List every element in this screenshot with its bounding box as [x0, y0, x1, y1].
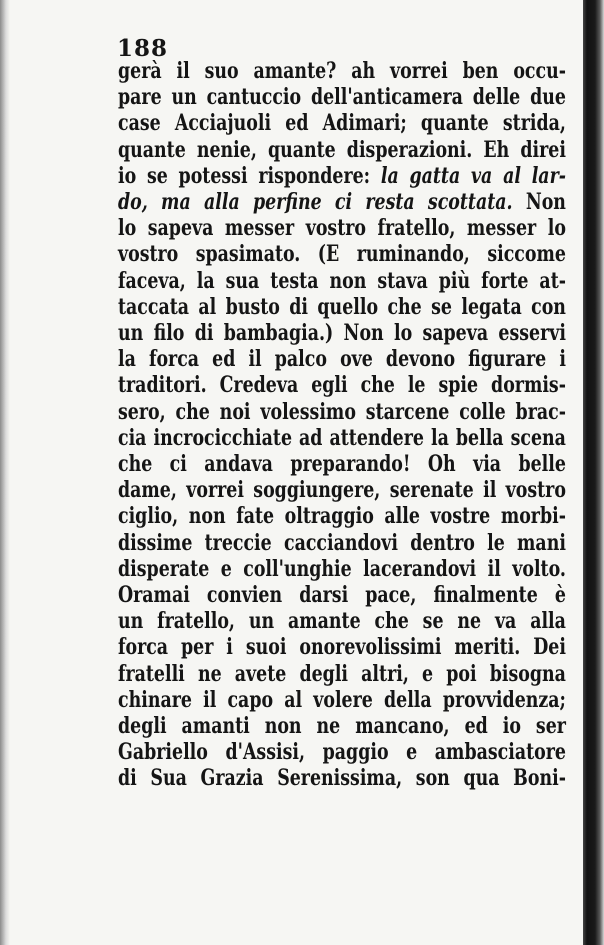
- text-line: [118, 503, 566, 529]
- text-line: [118, 320, 566, 346]
- text-run: degli amanti non ne mancano, ed io ser: [118, 713, 566, 740]
- italic-quote: la gatta va al lar-: [380, 162, 566, 189]
- page-number: 188: [117, 35, 169, 62]
- text-run: sero, che noi volessimo starcene colle brac-: [118, 398, 566, 425]
- text-line: [118, 241, 566, 267]
- text-run: cia incrocicchiate ad attendere la bella scena: [118, 424, 566, 451]
- text-run: di Sua Grazia Serenissima, son qua Boni-: [118, 765, 566, 792]
- text-run: forca per i suoi onorevolissimi meriti. Dei: [118, 634, 566, 661]
- text-line: [118, 530, 566, 556]
- text-run: che ci andava preparando! Oh via belle: [118, 451, 566, 478]
- italic-quote: do, ma alla perfine ci resta scottata.: [118, 189, 513, 216]
- text-line: [118, 451, 566, 477]
- text-run: disperate e coll'unghie lacerandovi il volto.: [118, 555, 566, 582]
- text-run: un fratello, un amante che se ne va alla: [118, 608, 566, 635]
- text-run: la forca ed il palco ove devono figurare i: [118, 346, 566, 373]
- text-run: dissime treccie cacciandovi dentro le mani: [118, 529, 566, 556]
- text-line: [118, 765, 566, 791]
- text-run: case Acciajuoli ed Adimari; quante strida,: [118, 110, 566, 137]
- text-run: io se potessi rispondere:: [118, 162, 381, 189]
- text-run: lo sapeva messer vostro fratello, messer lo: [118, 215, 566, 242]
- page-edge-shadow: [0, 0, 10, 945]
- text-line: [118, 608, 566, 634]
- text-run: taccata al busto di quello che se legata con: [118, 293, 566, 320]
- text-run: Gabriello d'Assisi, paggio e ambasciatore: [118, 739, 566, 766]
- text-line: [118, 137, 566, 163]
- text-line: [118, 215, 566, 241]
- text-run: un filo di bambagia.) Non lo sapeva esservi: [118, 320, 566, 347]
- text-run: fratelli ne avete degli altri, e poi bisogna: [118, 660, 566, 687]
- text-line: [118, 372, 566, 398]
- text-line: [118, 84, 566, 110]
- text-line: [118, 189, 566, 215]
- text-run: Non: [512, 189, 566, 216]
- text-run: faceva, la sua testa non stava più forte at-: [118, 267, 566, 294]
- text-run: dame, vorrei soggiungere, serenate il vostro: [118, 477, 566, 504]
- text-line: [118, 477, 566, 503]
- text-line: [118, 425, 566, 451]
- text-line: [118, 556, 566, 582]
- text-line: [118, 399, 566, 425]
- text-run: Oramai convien darsi pace, finalmente è: [118, 582, 566, 609]
- text-line: [118, 294, 566, 320]
- text-line: [118, 634, 566, 660]
- text-line: [118, 268, 566, 294]
- text-line: [118, 163, 566, 189]
- text-line: [118, 739, 566, 765]
- text-run: chinare il capo al volere della provvidenza;: [118, 686, 566, 713]
- body-text: [118, 58, 566, 792]
- text-line: [118, 346, 566, 372]
- book-spine: [583, 0, 604, 945]
- text-run: ciglio, non fate oltraggio alle vostre morbi-: [118, 503, 566, 530]
- text-run: gerà il suo amante? ah vorrei ben occu-: [118, 58, 566, 84]
- text-run: quante nenie, quante disperazioni. Eh direi: [118, 136, 566, 163]
- text-line: [118, 687, 566, 713]
- text-run: pare un cantuccio dell'anticamera delle due: [118, 84, 566, 111]
- text-run: traditori. Credeva egli che le spie dormis-: [118, 372, 566, 399]
- text-line: [118, 110, 566, 136]
- text-line: [118, 582, 566, 608]
- text-run: vostro spasimato. (E ruminando, siccome: [118, 241, 566, 268]
- text-line: [118, 661, 566, 687]
- text-line: [118, 713, 566, 739]
- text-line: [118, 58, 566, 84]
